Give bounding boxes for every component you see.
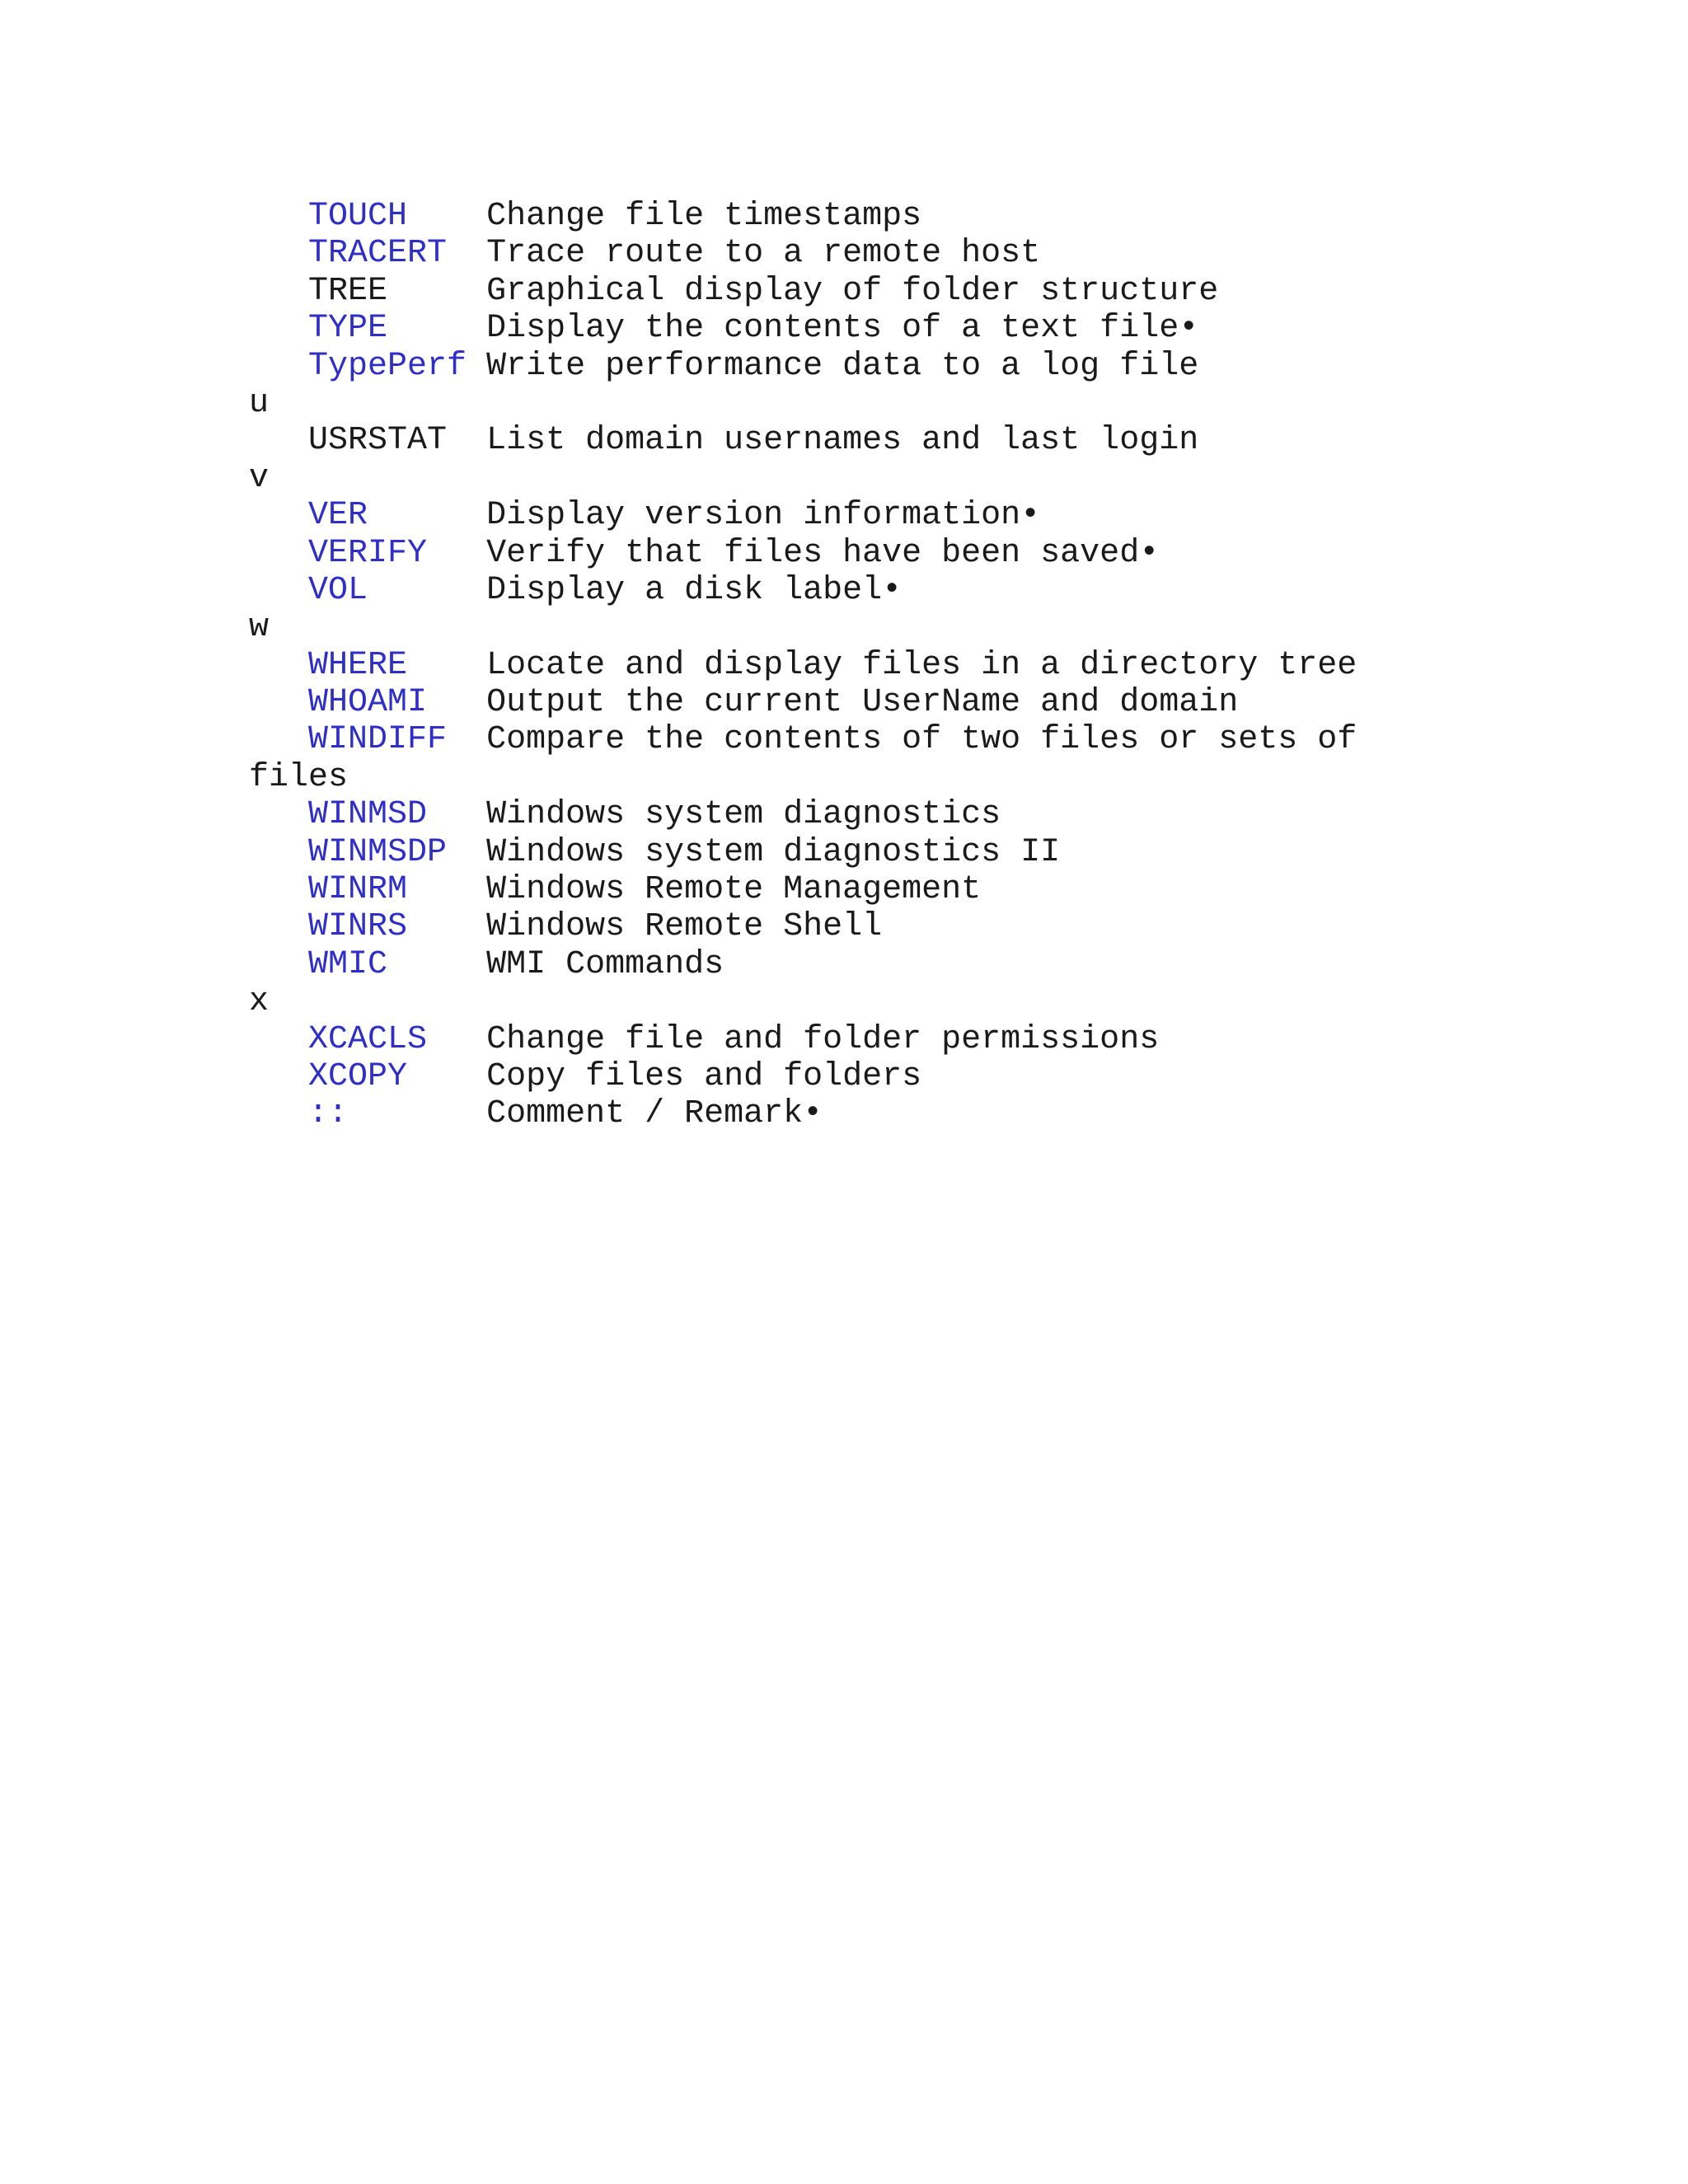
command-row: [249, 422, 1650, 459]
command-link[interactable]: TYPE: [308, 310, 487, 348]
command-description: Graphical display of folder structure: [486, 272, 1219, 310]
command-description: Windows Remote Management: [486, 871, 982, 909]
command-link[interactable]: TypePerf: [308, 347, 487, 385]
section-letter: w: [249, 609, 270, 647]
command-link[interactable]: WHERE: [308, 646, 487, 684]
command-description: Copy files and folders: [486, 1057, 922, 1095]
command-link[interactable]: VER: [308, 497, 487, 535]
command-description: Windows system diagnostics: [486, 796, 1001, 834]
command-link[interactable]: ::: [308, 1095, 487, 1133]
command-row: [249, 908, 1650, 945]
command-row: [249, 348, 1650, 385]
command-link[interactable]: WINMSDP: [308, 833, 487, 871]
command-row: [249, 684, 1650, 721]
command-description: Locate and display files in a directory tree: [486, 646, 1357, 684]
command-list: [249, 198, 1650, 1133]
command-description: Trace route to a remote host: [486, 235, 1041, 273]
command-description: Display a disk label•: [486, 571, 903, 609]
command-name: TREE: [308, 272, 487, 310]
command-row: [249, 1058, 1650, 1095]
command-link[interactable]: WINRM: [308, 871, 487, 909]
section-letter: x: [249, 983, 270, 1021]
command-description: Write performance data to a log file: [486, 347, 1199, 385]
command-row: [249, 946, 1650, 983]
command-row: [249, 647, 1650, 684]
command-row: [249, 497, 1650, 534]
command-row: [249, 1095, 1650, 1132]
command-row: [249, 535, 1650, 572]
command-row: [249, 796, 1650, 833]
command-name: USRSTAT: [308, 422, 487, 460]
command-description: Comment / Remark•: [486, 1095, 823, 1133]
command-description: Change file and folder permissions: [486, 1020, 1160, 1058]
command-description: Compare the contents of two files or sets of: [486, 721, 1357, 759]
wrapped-text: files: [249, 758, 349, 796]
command-link[interactable]: XCACLS: [308, 1020, 487, 1058]
command-row: [249, 310, 1650, 347]
command-row: [249, 572, 1650, 609]
command-row: [249, 273, 1650, 310]
command-description: Display the contents of a text file•: [486, 310, 1199, 348]
command-link[interactable]: TRACERT: [308, 235, 487, 273]
command-row: [249, 1021, 1650, 1058]
command-row: [249, 198, 1650, 235]
command-description: Windows Remote Shell: [486, 908, 883, 946]
command-link[interactable]: XCOPY: [308, 1057, 487, 1095]
command-link[interactable]: VOL: [308, 571, 487, 609]
command-link[interactable]: WHOAMI: [308, 684, 487, 722]
command-description: List domain usernames and last login: [486, 422, 1199, 460]
section-letter: v: [249, 459, 270, 497]
command-link[interactable]: WINDIFF: [308, 721, 487, 759]
command-link[interactable]: WINRS: [308, 908, 487, 946]
section-letter: u: [249, 384, 270, 422]
command-description: Change file timestamps: [486, 198, 922, 235]
command-row: [249, 834, 1650, 871]
command-row: [249, 871, 1650, 908]
command-description: Display version information•: [486, 497, 1041, 535]
command-row: [249, 721, 1650, 758]
command-description: Output the current UserName and domain: [486, 684, 1239, 722]
command-link[interactable]: TOUCH: [308, 198, 487, 235]
command-description: WMI Commands: [486, 945, 724, 983]
command-link[interactable]: WINMSD: [308, 796, 487, 834]
command-link[interactable]: VERIFY: [308, 534, 487, 572]
command-row: [249, 235, 1650, 272]
command-link[interactable]: WMIC: [308, 945, 487, 983]
command-description: Windows system diagnostics II: [486, 833, 1061, 871]
command-description: Verify that files have been saved•: [486, 534, 1160, 572]
